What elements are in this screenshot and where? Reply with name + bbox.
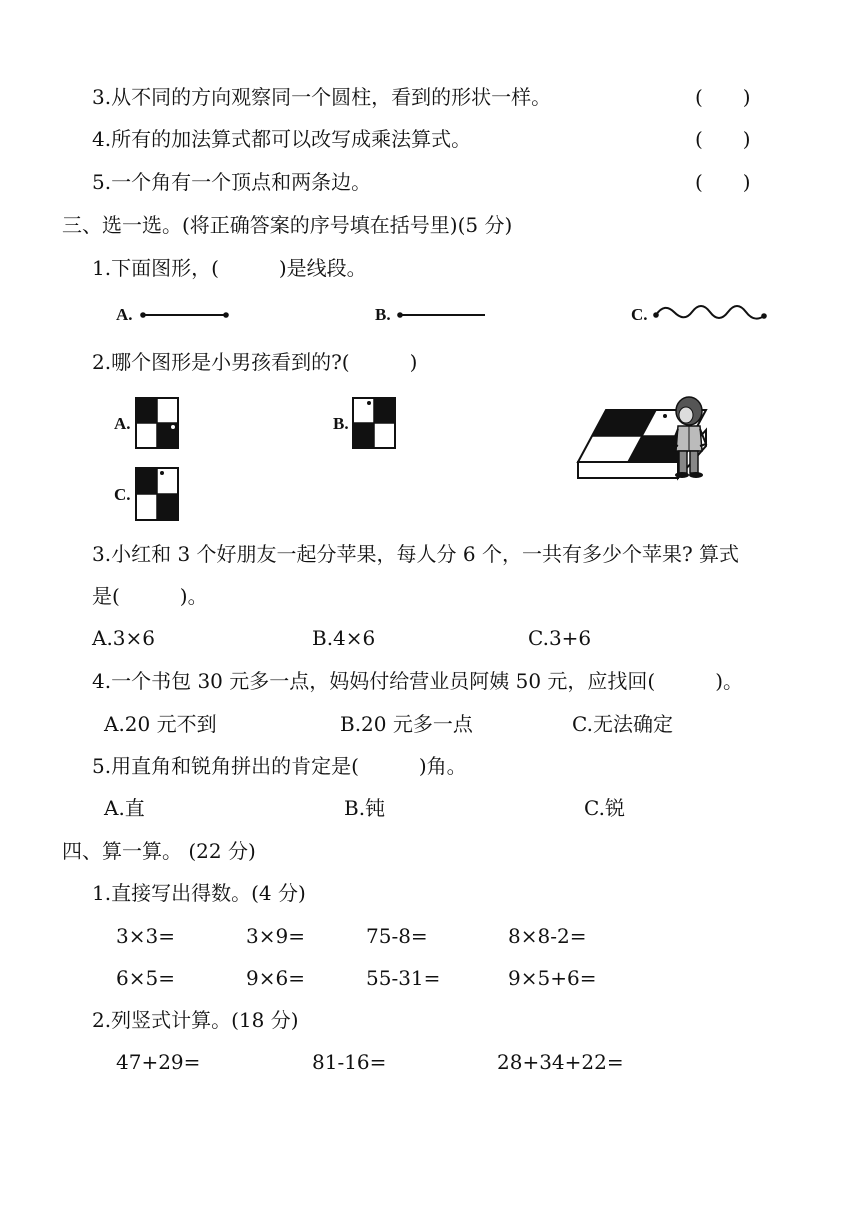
question-3-4: 4.一个书包 30 元多一点，妈妈付给营业员阿姨 50 元，应找回( )。: [92, 669, 744, 693]
section3-title: 三、选一选。(将正确答案的序号填在括号里)(5 分): [62, 213, 513, 237]
judge-item-5: 5.一个角有一个顶点和两条边。: [92, 170, 372, 194]
q4-option-c: C.无法确定: [572, 712, 673, 736]
judge-item-4: 4.所有的加法算式都可以改写成乘法算式。: [92, 127, 472, 151]
calc-item: 6×5=: [116, 966, 175, 990]
calc-item: 3×3=: [116, 924, 175, 948]
q1-option-c-label: C.: [631, 305, 648, 324]
q4-option-a: A.20 元不到: [104, 712, 217, 736]
view-option-c-figure: [135, 467, 179, 521]
calc-item: 9×6=: [246, 966, 305, 990]
answer-paren-5[interactable]: ( ): [695, 170, 751, 194]
vertical-calc-item: 81-16=: [312, 1050, 387, 1074]
calc-item: 75-8=: [366, 924, 428, 948]
q2-option-a-label: A.: [114, 414, 131, 433]
vertical-calc-item: 28+34+22=: [497, 1050, 624, 1074]
question-3-3-line1: 3.小红和 3 个好朋友一起分苹果，每人分 6 个，一共有多少个苹果? 算式: [92, 542, 740, 566]
sub1-title: 1.直接写出得数。(4 分): [92, 881, 306, 905]
question-3-3-line2: 是( )。: [92, 584, 208, 608]
boy-figure: [668, 396, 710, 480]
q1-option-a-label: A.: [116, 305, 133, 324]
answer-paren-4[interactable]: ( ): [695, 127, 751, 151]
question-3-1: 1.下面图形，( )是线段。: [92, 256, 367, 280]
q5-option-c: C.锐: [584, 796, 625, 820]
question-3-2: 2.哪个图形是小男孩看到的?( ): [92, 350, 418, 374]
q1-option-b-label: B.: [375, 305, 391, 324]
curve-figure: [652, 300, 772, 330]
calc-item: 8×8-2=: [508, 924, 587, 948]
q2-option-c-label: C.: [114, 485, 131, 504]
judge-item-3: 3.从不同的方向观察同一个圆柱，看到的形状一样。: [92, 85, 552, 109]
section4-title: 四、算一算。 (22 分): [62, 839, 256, 863]
q3-option-a: A.3×6: [92, 626, 156, 650]
view-option-a-figure: [135, 397, 179, 449]
q3-option-b: B.4×6: [312, 626, 376, 650]
q3-option-c: C.3+6: [528, 626, 592, 650]
sub2-title: 2.列竖式计算。(18 分): [92, 1008, 299, 1032]
q5-option-a: A.直: [104, 796, 145, 820]
line-segment-figure: [138, 309, 233, 321]
q4-option-b: B.20 元多一点: [340, 712, 473, 736]
calc-item: 55-31=: [366, 966, 441, 990]
q2-option-b-label: B.: [333, 414, 349, 433]
q5-option-b: B.钝: [344, 796, 386, 820]
answer-paren-3[interactable]: ( ): [695, 85, 751, 109]
view-option-b-figure: [352, 397, 396, 449]
calc-item: 3×9=: [246, 924, 305, 948]
question-3-5: 5.用直角和锐角拼出的肯定是( )角。: [92, 754, 467, 778]
vertical-calc-item: 47+29=: [116, 1050, 201, 1074]
calc-item: 9×5+6=: [508, 966, 597, 990]
ray-figure: [395, 309, 490, 321]
